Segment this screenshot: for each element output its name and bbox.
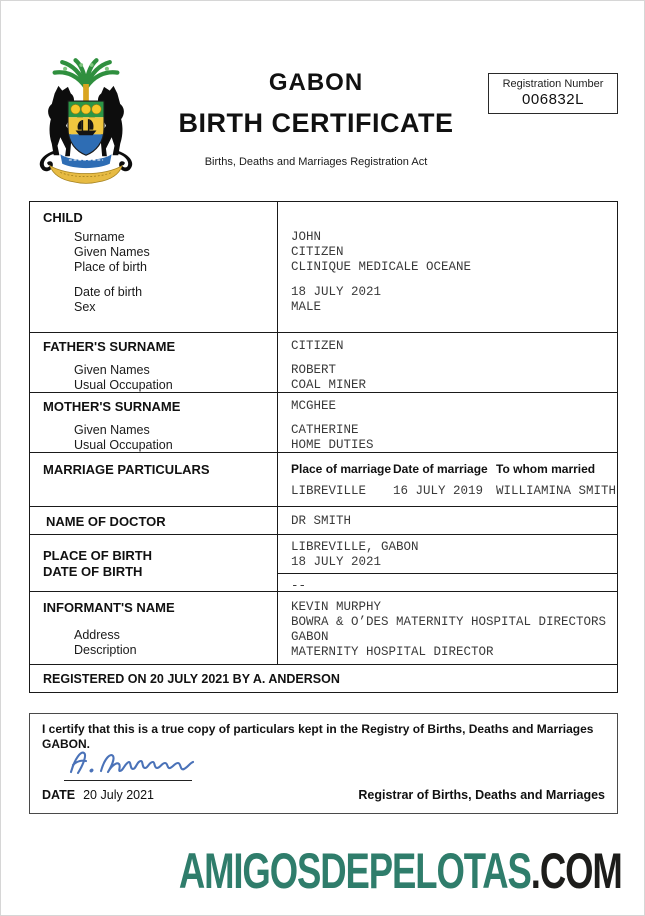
child-section xyxy=(30,202,617,332)
informant-address-label: Address xyxy=(74,628,120,642)
father-section xyxy=(30,332,617,392)
child-sex-value: MALE xyxy=(291,300,322,314)
watermark-brand xyxy=(179,845,622,897)
informant-address-value: GABON xyxy=(291,630,329,644)
child-place-of-birth-value: CLINIQUE MEDICALE OCEANE xyxy=(291,260,472,274)
certify-statement-line1: I certify that this is a true copy of particulars kept in the Registry of Births, Deaths and Marriages xyxy=(42,722,594,736)
birth-place-value: LIBREVILLE, GABON xyxy=(291,540,419,554)
registered-strip xyxy=(30,664,617,692)
date-of-birth-title: DATE OF BIRTH xyxy=(43,564,143,579)
certify-statement-line2: GABON. xyxy=(42,737,90,751)
child-given-names-value: CITIZEN xyxy=(291,245,344,259)
father-given-names-value: ROBERT xyxy=(291,363,337,377)
place-of-marriage-label: Place of marriage xyxy=(291,462,392,476)
mother-occupation-label: Usual Occupation xyxy=(74,438,173,452)
child-date-of-birth-value: 18 JULY 2021 xyxy=(291,285,382,299)
mother-occupation-value: HOME DUTIES xyxy=(291,438,374,452)
registrar-title: Registrar of Births, Deaths and Marriages xyxy=(358,788,605,802)
date-value: 20 July 2021 xyxy=(83,788,154,802)
place-of-marriage-value: LIBREVILLE xyxy=(291,484,367,498)
certificate-table xyxy=(29,201,618,693)
informant-name-value: KEVIN MURPHY xyxy=(291,600,382,614)
informant-description-value: MATERNITY HOSPITAL DIRECTOR xyxy=(291,645,494,659)
father-occupation-value: COAL MINER xyxy=(291,378,367,392)
mother-section xyxy=(30,392,617,452)
date-label: DATE xyxy=(42,788,76,802)
child-given-names-label: Given Names xyxy=(74,245,150,259)
place-of-birth-title: PLACE OF BIRTH xyxy=(43,548,153,563)
registration-number-box xyxy=(488,73,618,114)
registrar-signature xyxy=(60,745,210,781)
watermark-tld-text: .COM xyxy=(531,843,622,899)
to-whom-married-value: WILLIAMINA SMITH xyxy=(496,484,617,498)
document-title: BIRTH CERTIFICATE xyxy=(178,108,454,138)
informant-section-title: INFORMANT'S NAME xyxy=(43,600,175,615)
child-section-title: CHILD xyxy=(43,210,83,225)
father-section-title: FATHER'S SURNAME xyxy=(43,339,176,354)
marriage-section-title: MARRIAGE PARTICULARS xyxy=(43,462,210,477)
certification-box xyxy=(29,713,618,814)
child-sex-label: Sex xyxy=(74,300,96,314)
child-surname-label: Surname xyxy=(74,230,125,244)
informant-organisation-value: BOWRA & O’DES MATERNITY HOSPITAL DIRECTORS xyxy=(291,615,607,629)
father-surname-value: CITIZEN xyxy=(291,339,344,353)
gabon-coat-of-arms-icon xyxy=(29,57,143,187)
mother-section-title: MOTHER'S SURNAME xyxy=(43,399,181,414)
watermark-brand-text: AMIGOSDEPELOTAS xyxy=(179,843,532,899)
marriage-section xyxy=(30,452,617,506)
doctor-section-title: NAME OF DOCTOR xyxy=(46,514,166,529)
mother-given-names-label: Given Names xyxy=(74,423,150,437)
birth-date-value: 18 JULY 2021 xyxy=(291,555,382,569)
date-of-marriage-label: Date of marriage xyxy=(393,462,488,476)
mother-surname-value: MCGHEE xyxy=(291,399,337,413)
to-whom-married-label: To whom married xyxy=(496,462,596,476)
doctor-section xyxy=(30,506,617,534)
father-occupation-label: Usual Occupation xyxy=(74,378,173,392)
act-subtitle: Births, Deaths and Marriages Registration Act xyxy=(204,156,428,168)
child-surname-value: JOHN xyxy=(291,230,322,244)
registration-number-value: 006832L xyxy=(522,91,584,108)
father-given-names-label: Given Names xyxy=(74,363,150,377)
signature-underline xyxy=(64,780,192,781)
informant-description-label: Description xyxy=(74,643,137,657)
birth-registration-section xyxy=(30,534,617,591)
doctor-name-value: DR SMITH xyxy=(291,514,352,528)
date-line xyxy=(42,786,154,804)
child-place-of-birth-label: Place of birth xyxy=(74,260,147,274)
date-of-marriage-value: 16 JULY 2019 xyxy=(393,484,484,498)
child-date-of-birth-label: Date of birth xyxy=(74,285,143,299)
document-title-block xyxy=(149,69,483,168)
informant-section xyxy=(30,591,617,664)
birth-extra-value: -- xyxy=(291,579,307,593)
country-title: GABON xyxy=(268,69,364,96)
registered-line: REGISTERED ON 20 JULY 2021 BY A. ANDERSON xyxy=(43,672,340,686)
registration-number-label: Registration Number xyxy=(502,78,604,90)
mother-given-names-value: CATHERINE xyxy=(291,423,359,437)
